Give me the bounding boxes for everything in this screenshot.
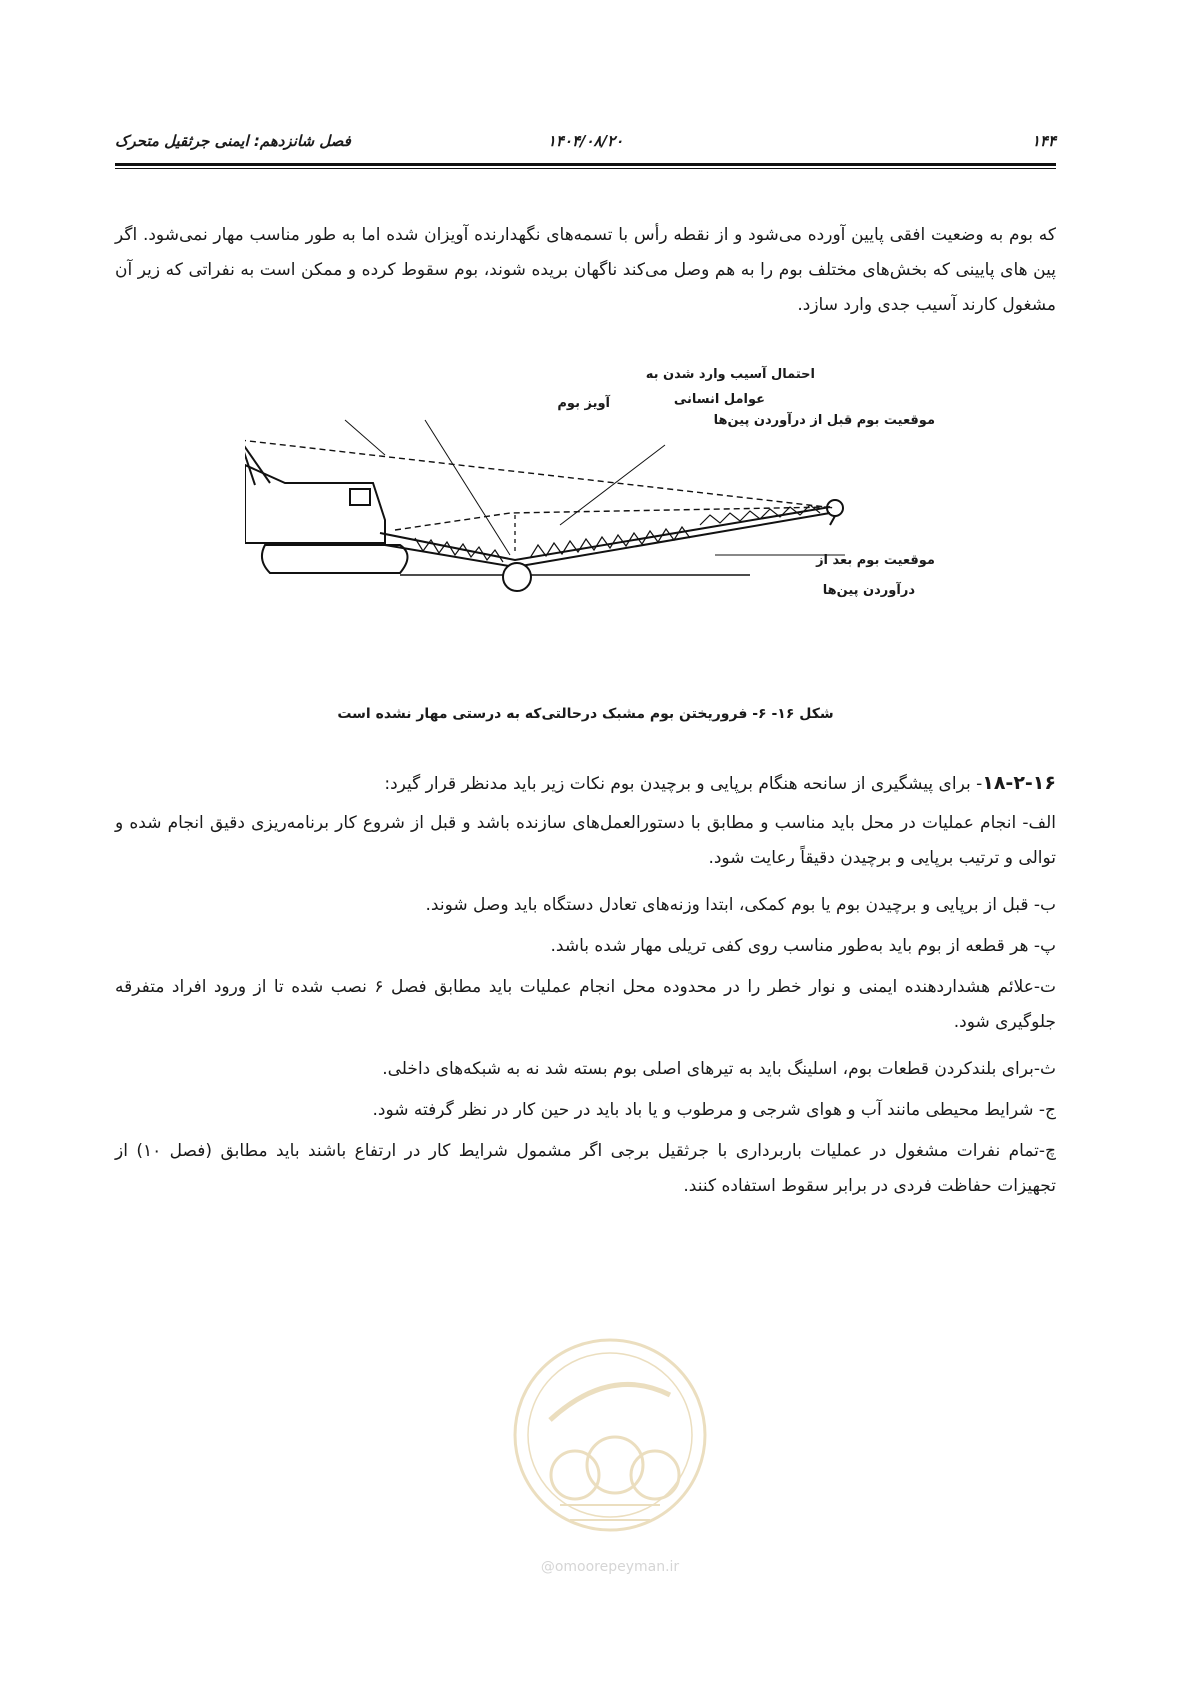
watermark-url: @omoorepeyman.ir	[540, 1559, 680, 1575]
page-number: ۱۴۴	[1031, 132, 1056, 150]
section-heading	[115, 766, 1056, 802]
chapter-title: فصل شانزدهم: ایمنی جرثقیل متحرک	[115, 132, 351, 150]
label-hazard-line1: احتمال آسیب وارد شدن به	[645, 367, 815, 382]
list-item-che: چ-تمام نفرات مشغول در عملیات باربرداری با جرثقیل برجی اگر مشمول شرایط کار در ارتفاع باشند باید مطابق (فصل ۱۰) از تجهیزات حفاظت فردی در برابر سقوط استفاده کنند.	[115, 1141, 1056, 1196]
section-lead: - برای پیشگیری از سانحه هنگام برپایی و برچیدن بوم نکات زیر باید مدنظر قرار گیرد:	[384, 774, 983, 794]
label-boom-before-pins: موقعیت بوم قبل از درآوردن پین‌ها	[713, 413, 935, 428]
gear-emblem-icon	[490, 1325, 730, 1550]
list-item-be: ب- قبل از برپایی و برچیدن بوم یا بوم کمکی، ابتدا وزنه‌های تعادل دستگاه باید وصل شوند.	[425, 895, 1056, 915]
header-date: ۱۴۰۴/۰۸/۲۰	[547, 132, 624, 150]
section-number: ۱۸-۲-۱۶	[982, 772, 1056, 794]
label-boom-hanger: آویز بوم	[557, 396, 610, 411]
list-item-se: ث-برای بلندکردن قطعات بوم، اسلینگ باید به تیرهای اصلی بوم بسته شد نه به شبکه‌های داخلی.	[382, 1059, 1056, 1079]
figure-caption: شکل ۱۶- ۶- فروریختن بوم مشبک درحالتی‌که به درستی مهار نشده است	[337, 706, 834, 722]
watermark-logo	[490, 1325, 730, 1575]
figure-boom-collapse	[245, 367, 935, 660]
page-header	[115, 128, 1056, 158]
list-item-alef: الف- انجام عملیات در محل باید مناسب و مطابق با دستورالعمل‌های سازنده باشد و قبل از شروع کار برنامه‌ریزی دقیق انجام شده و توالی و ترتیب برپایی و برچیدن دقیقاً رعایت شود.	[115, 813, 1056, 868]
intro-paragraph: که بوم به وضعیت افقی پایین آورده می‌شود و از نقطه رأس با تسمه‌های نگهدارنده آویزان شده اما به طور مناسب مهار نمی‌شود. اگر پین های پایینی که بخش‌های مختلف بوم را به هم وصل می‌کند ناگهان بریده شوند، بوم سقوط کرده و ممکن است به نفراتی که زیر آن مشغول کارند آسیب جدی وارد سازد.	[115, 225, 1056, 315]
list-item-te: ت-علائم هشداردهنده ایمنی و نوار خطر را در محدوده محل انجام عملیات باید مطابق فصل ۶ نصب شده تا از ورود افراد متفرقه جلوگیری شود.	[115, 977, 1056, 1032]
header-rule-thick	[115, 163, 1056, 166]
label-boom-after-pins-line1: موقعیت بوم بعد از	[816, 553, 935, 568]
list-item-pe: پ- هر قطعه از بوم باید به‌طور مناسب روی کفی تریلی مهار شده باشد.	[550, 936, 1056, 956]
label-boom-after-pins-line2: درآوردن پین‌ها	[822, 583, 915, 598]
header-rule-thin	[115, 168, 1056, 169]
crane-boom-illustration	[245, 395, 935, 660]
list-item-jim: ج- شرایط محیطی مانند آب و هوای شرجی و مرطوب و یا باد باید در حین کار در نظر گرفته شود.	[372, 1100, 1056, 1120]
label-hazard-line2: عوامل انسانی	[673, 392, 765, 407]
